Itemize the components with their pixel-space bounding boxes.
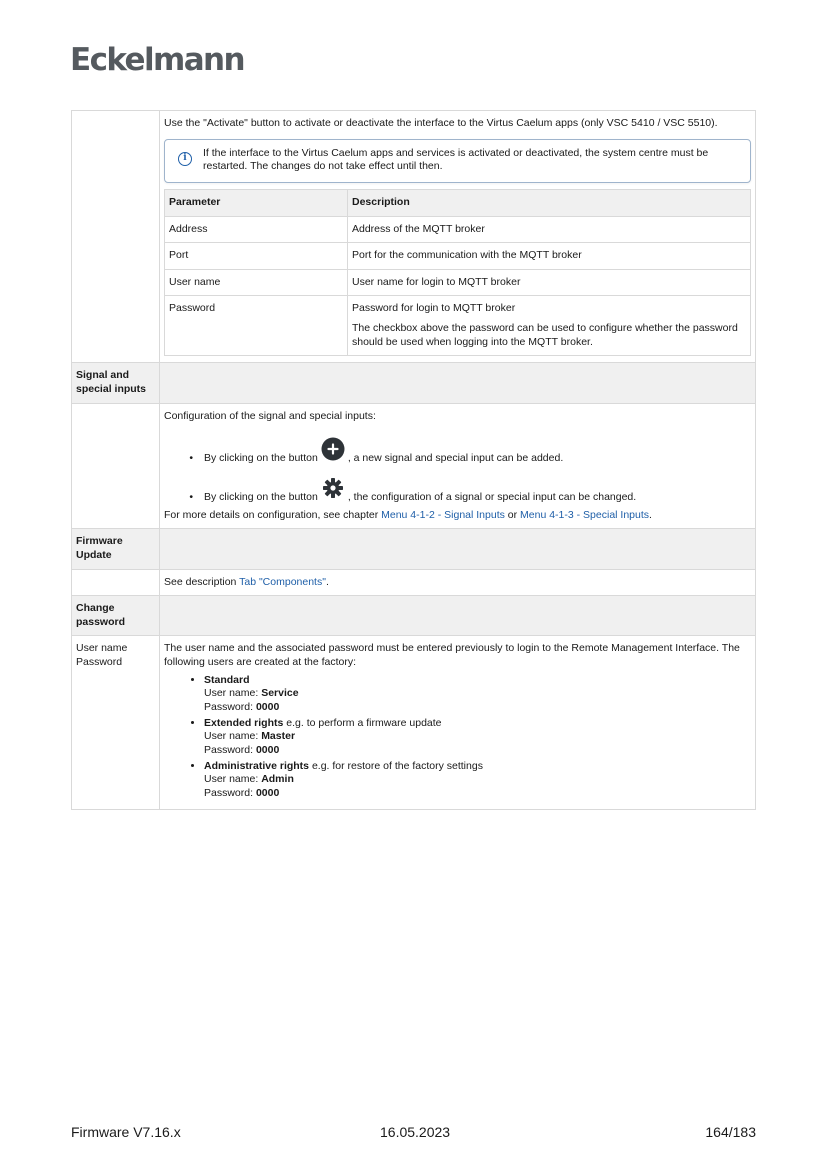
- link-tab-components[interactable]: Tab "Components": [239, 575, 326, 588]
- table-row: [165, 269, 751, 296]
- section-title: Change password: [72, 596, 160, 636]
- table-row: [72, 569, 756, 596]
- list-item: • Standard User name: Service Password: 0000: [204, 674, 751, 715]
- column-header-parameter: Parameter: [165, 189, 348, 216]
- section-title: Signal and special inputs: [72, 363, 160, 403]
- table-row: [72, 403, 756, 529]
- param-name: Port: [165, 243, 348, 270]
- footer-date: 16.05.2023: [380, 1124, 451, 1140]
- activate-description: Use the "Activate" button to activate or deactivate the interface to the Virtus Caelum apps (only VSC 5410 / VSC 5510).: [164, 117, 718, 129]
- section-firmware-update: [72, 529, 756, 569]
- param-name: Address: [165, 216, 348, 243]
- param-desc: Port for the communication with the MQTT broker: [348, 243, 751, 270]
- list-item: • Extended rights e.g. to perform a firmware update User name: Master Password: 0000: [204, 717, 751, 758]
- parameter-table: [164, 189, 751, 356]
- label-password: Password: [76, 656, 123, 669]
- param-desc-extra: The checkbox above the password can be used to configure whether the password should be used when logging into the MQTT broker.: [352, 322, 738, 348]
- param-name: Password: [165, 296, 348, 356]
- info-box: [164, 139, 751, 183]
- password-intro: The user name and the associated password must be entered previously to login to the Remote Management Interface. The following users are created at the factory:: [164, 642, 740, 669]
- list-item: • By clicking on the button , the configuration of a signal or special input can be changed.: [164, 476, 751, 505]
- column-header-description: Description: [348, 189, 751, 216]
- table-row: [165, 296, 751, 356]
- param-desc: Password for login to MQTT broker: [352, 302, 516, 315]
- signal-more-details: For more details on configuration, see chapter Menu 4-1-2 - Signal Inputs or Menu 4-1-3 - Special Inputs.: [164, 508, 652, 521]
- add-icon: [321, 437, 345, 466]
- list-item: • By clicking on the button , a new signal and special input can be added.: [164, 437, 751, 466]
- table-row: [165, 216, 751, 243]
- list-item: • Administrative rights e.g. for restore of the factory settings User name: Admin Password: 0000: [204, 760, 751, 801]
- footer-page-number: 164/183: [705, 1124, 756, 1140]
- signal-intro: Configuration of the signal and special inputs:: [164, 409, 376, 422]
- settings-table: [71, 110, 756, 810]
- section-change-password: [72, 596, 756, 636]
- info-text: If the interface to the Virtus Caelum apps and services is activated or deactivated, the system centre must be restarted. The changes do not take effect until then.: [203, 146, 709, 173]
- info-icon: i: [178, 152, 192, 166]
- param-name: User name: [165, 269, 348, 296]
- table-row: [72, 636, 756, 809]
- gear-icon: [321, 476, 345, 505]
- footer-firmware-version: Firmware V7.16.x: [71, 1124, 181, 1140]
- firmware-see-description: See description Tab "Components".: [160, 569, 756, 596]
- section-signal-inputs: [72, 363, 756, 403]
- table-row: [72, 111, 756, 363]
- param-desc: User name for login to MQTT broker: [348, 269, 751, 296]
- section-title: Firmware Update: [72, 529, 160, 569]
- document-body: [71, 110, 756, 810]
- link-special-inputs[interactable]: Menu 4-1-3 - Special Inputs: [520, 508, 650, 521]
- table-row: [165, 243, 751, 270]
- link-signal-inputs[interactable]: Menu 4-1-2 - Signal Inputs: [381, 508, 505, 521]
- param-desc: Address of the MQTT broker: [348, 216, 751, 243]
- eckelmann-logo: Eckelmann: [70, 42, 244, 78]
- user-list: [164, 674, 751, 801]
- label-user-name: User name: [76, 642, 128, 655]
